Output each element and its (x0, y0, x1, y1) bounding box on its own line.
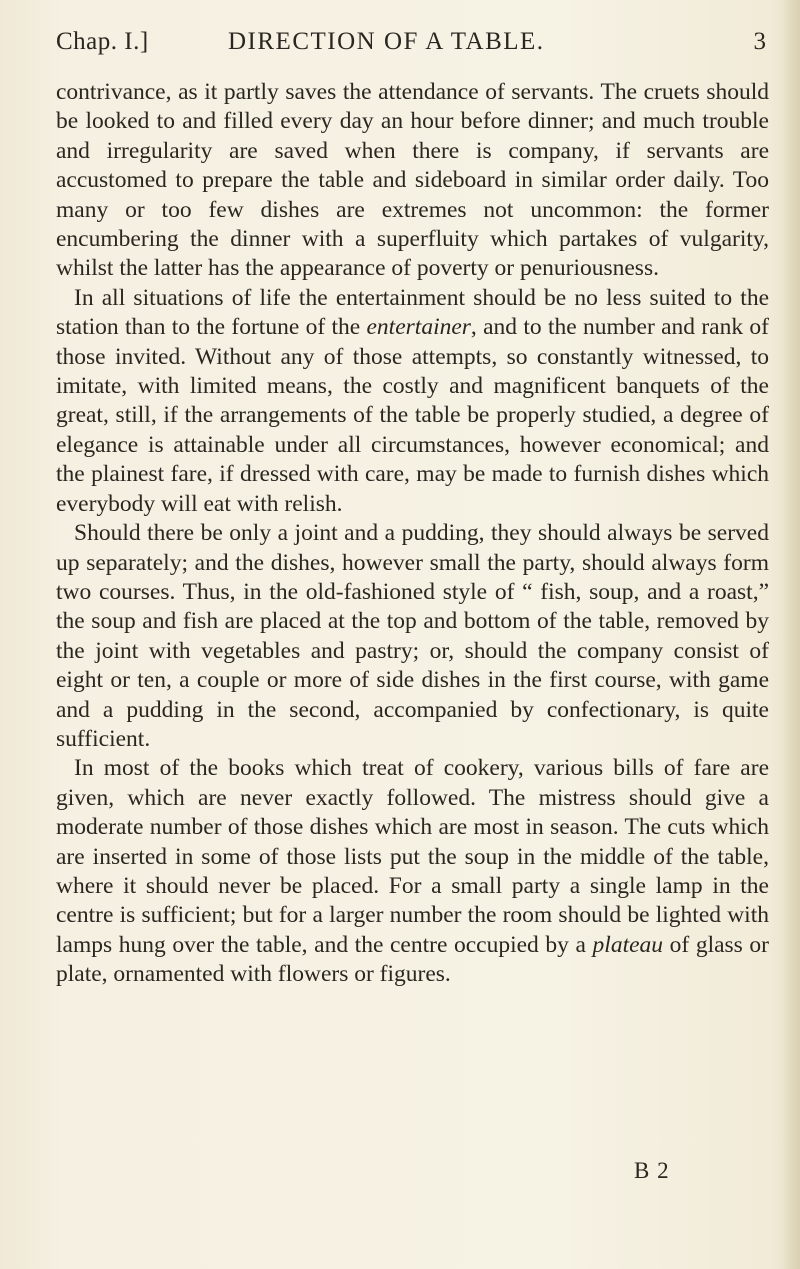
page-edge (782, 0, 800, 1269)
body-text (56, 78, 769, 990)
paragraph-4: In most of the books which treat of cookery, various bills of fare are given, which are never exactly followed. The mistress should give a moderate number of those dishes which are most in season. The cuts which are inserted in some of those lists put the soup in the middle of the table, where it should never be placed. For a small party a single lamp in the centre is sufficient; but for a larger number the room should be lighted with lamps hung over the table, and the centre occupied by a plateau of glass or plate, ornamented with flowers or figures. (56, 755, 769, 988)
paragraph-3: Should there be only a joint and a pudding, they should always be served up separately; and the dishes, however small the party, should always form two courses. Thus, in the old-fashioned style of “ fish, soup, and a roast,” the soup and fish are placed at the top and bottom of the table, removed by the joint with vegetables and pastry; or, should the company consist of eight or ten, a couple or more of side dishes in the first course, with game and a pudding in the second, accompanied by confectionary, is quite sufficient. (56, 520, 769, 752)
paragraph-1: contrivance, as it partly saves the attendance of servants. The cruets should be looked to and filled every day an hour before dinner; and much trouble and irregularity are saved when there is company, if servants are accustomed to prepare the table and sideboard in similar order daily. Too many or too few dishes are extremes not uncommon: the former encumbering the dinner with a superfluity which partakes of vulgarity, whilst the latter has the appearance of poverty or penuriousness. (56, 79, 769, 282)
chapter-label: Chap. I.] (56, 28, 149, 55)
running-header (56, 4, 766, 55)
italic-word: entertainer (366, 314, 471, 341)
signature-mark: B 2 (634, 1158, 670, 1183)
page-number: 3 (753, 28, 766, 55)
page-title: DIRECTION OF A TABLE. (228, 28, 545, 55)
paragraph-2: In all situations of life the entertainment should be no less suited to the station than to the fortune of the entertainer, and to the number and rank of those invited. Without any of those attempts, so constantly witnessed, to imitate, with limited means, the costly and magnificent banquets of the great, still, if the arrangements of the table be properly studied, a degree of elegance is attainable under all circumstances, however economical; and the plainest fare, if dressed with care, may be made to furnish dishes which everybody will eat with relish. (56, 284, 769, 517)
italic-word: plateau (592, 931, 664, 958)
